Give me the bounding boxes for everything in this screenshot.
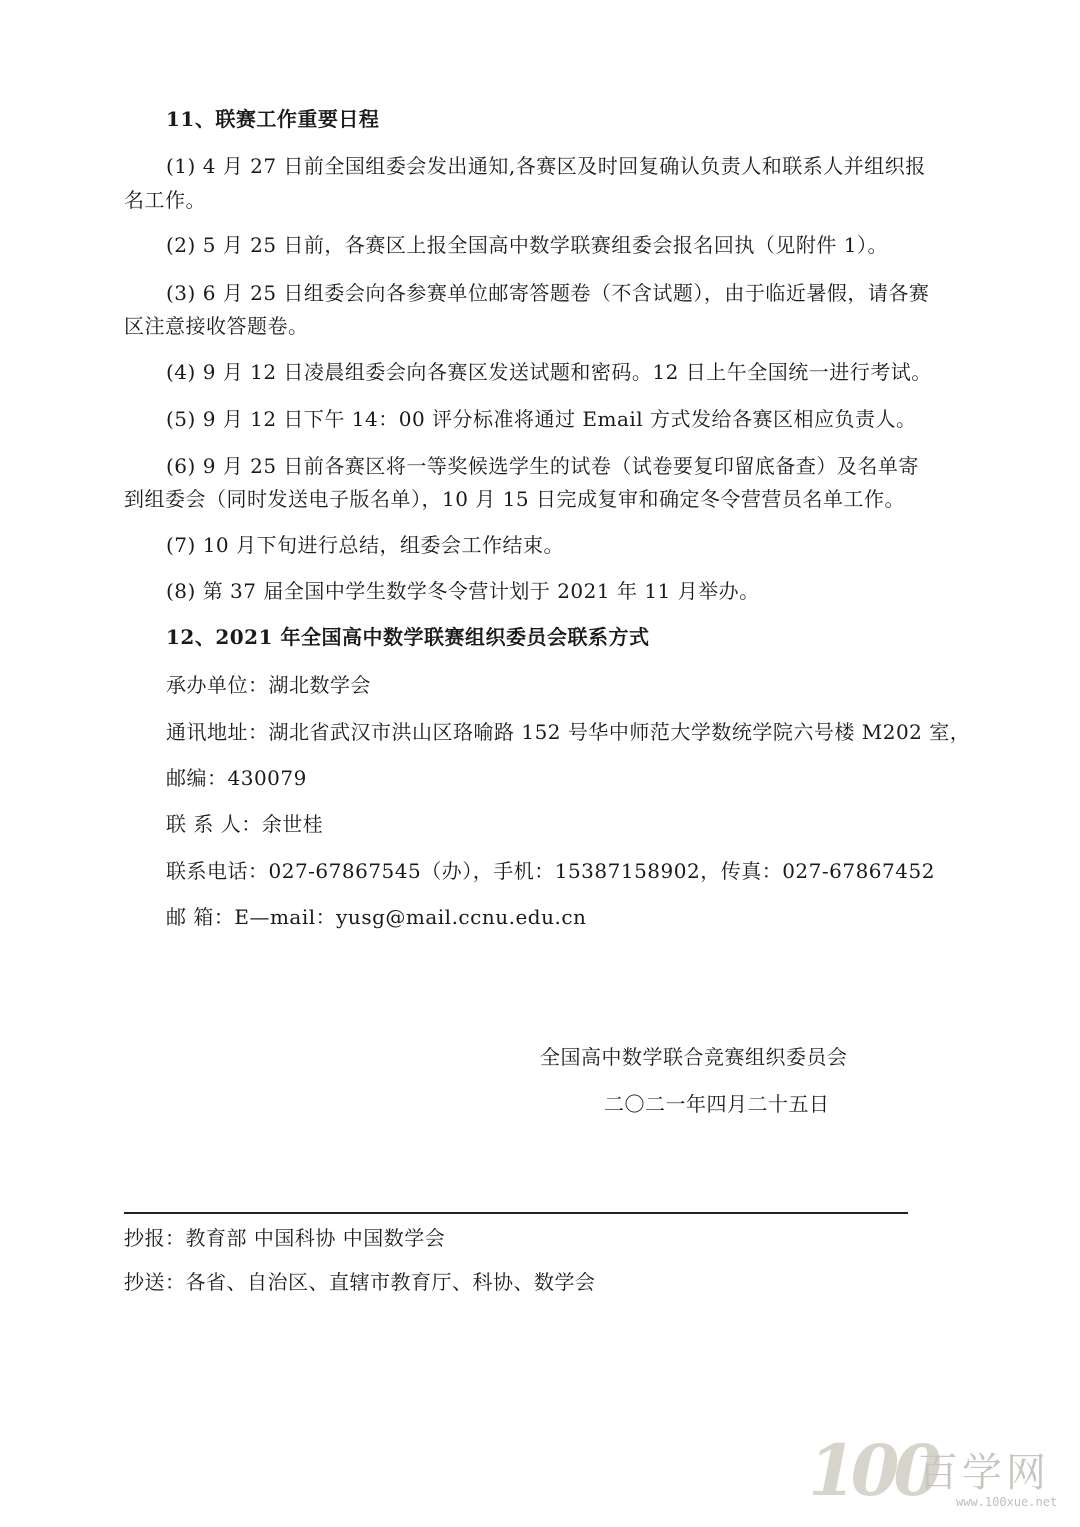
schedule-item-3-line2: 区注意接收答题卷。: [124, 314, 309, 338]
watermark-number: 100: [808, 1429, 937, 1512]
schedule-item-7: (7) 10 月下旬进行总结，组委会工作结束。: [166, 533, 564, 557]
email-line: 邮 箱：E—mail：yusg@mail.ccnu.edu.cn: [166, 905, 587, 929]
address-line: 通讯地址：湖北省武汉市洪山区珞喻路 152 号华中师范大学数统学院六号楼 M202 室，: [166, 720, 971, 744]
section-12-title: 12、2021 年全国高中数学联赛组织委员会联系方式: [166, 625, 650, 649]
cc-send-line: 抄送：各省、自治区、直辖市教育厅、科协、数学会: [124, 1270, 596, 1294]
footer-divider: [124, 1212, 908, 1214]
cc-report-line: 抄报：教育部 中国科协 中国数学会: [124, 1226, 446, 1250]
postcode-line: 邮编：430079: [166, 766, 307, 790]
section-11-title: 11、联赛工作重要日程: [166, 107, 380, 131]
schedule-item-1-line2: 名工作。: [124, 188, 206, 212]
schedule-item-4: (4) 9 月 12 日凌晨组委会向各赛区发送试题和密码。12 日上午全国统一进行考试。: [166, 360, 932, 384]
schedule-item-6-line2: 到组委会（同时发送电子版名单），10 月 15 日完成复审和确定冬令营营员名单工作。: [124, 487, 905, 511]
phone-line: 联系电话：027-67867545（办），手机：15387158902，传真：027-67867452: [166, 859, 935, 883]
organizer-line: 承办单位：湖北数学会: [166, 673, 371, 697]
signature-org: 全国高中数学联合竞赛组织委员会: [540, 1045, 848, 1069]
schedule-item-5: (5) 9 月 12 日下午 14：00 评分标准将通过 Email 方式发给各赛区相应负责人。: [166, 407, 917, 431]
contact-person-line: 联 系 人：余世桂: [166, 812, 324, 836]
watermark-logo: [808, 1429, 1068, 1519]
schedule-item-3-line1: (3) 6 月 25 日组委会向各参赛单位邮寄答题卷（不含试题），由于临近暑假，请各赛: [166, 281, 930, 305]
signature-date: 二〇二一年四月二十五日: [604, 1092, 830, 1116]
watermark-text: 百学网: [918, 1450, 1050, 1496]
schedule-item-2: (2) 5 月 25 日前，各赛区上报全国高中数学联赛组委会报名回执（见附件 1）。: [166, 233, 889, 257]
watermark-url: www.100xue.net: [956, 1495, 1058, 1509]
schedule-item-8: (8) 第 37 届全国中学生数学冬令营计划于 2021 年 11 月举办。: [166, 579, 760, 603]
schedule-item-6-line1: (6) 9 月 25 日前各赛区将一等奖候选学生的试卷（试卷要复印留底备查）及名单寄: [166, 454, 919, 478]
schedule-item-1-line1: (1) 4 月 27 日前全国组委会发出通知,各赛区及时回复确认负责人和联系人并组织报: [166, 154, 926, 178]
